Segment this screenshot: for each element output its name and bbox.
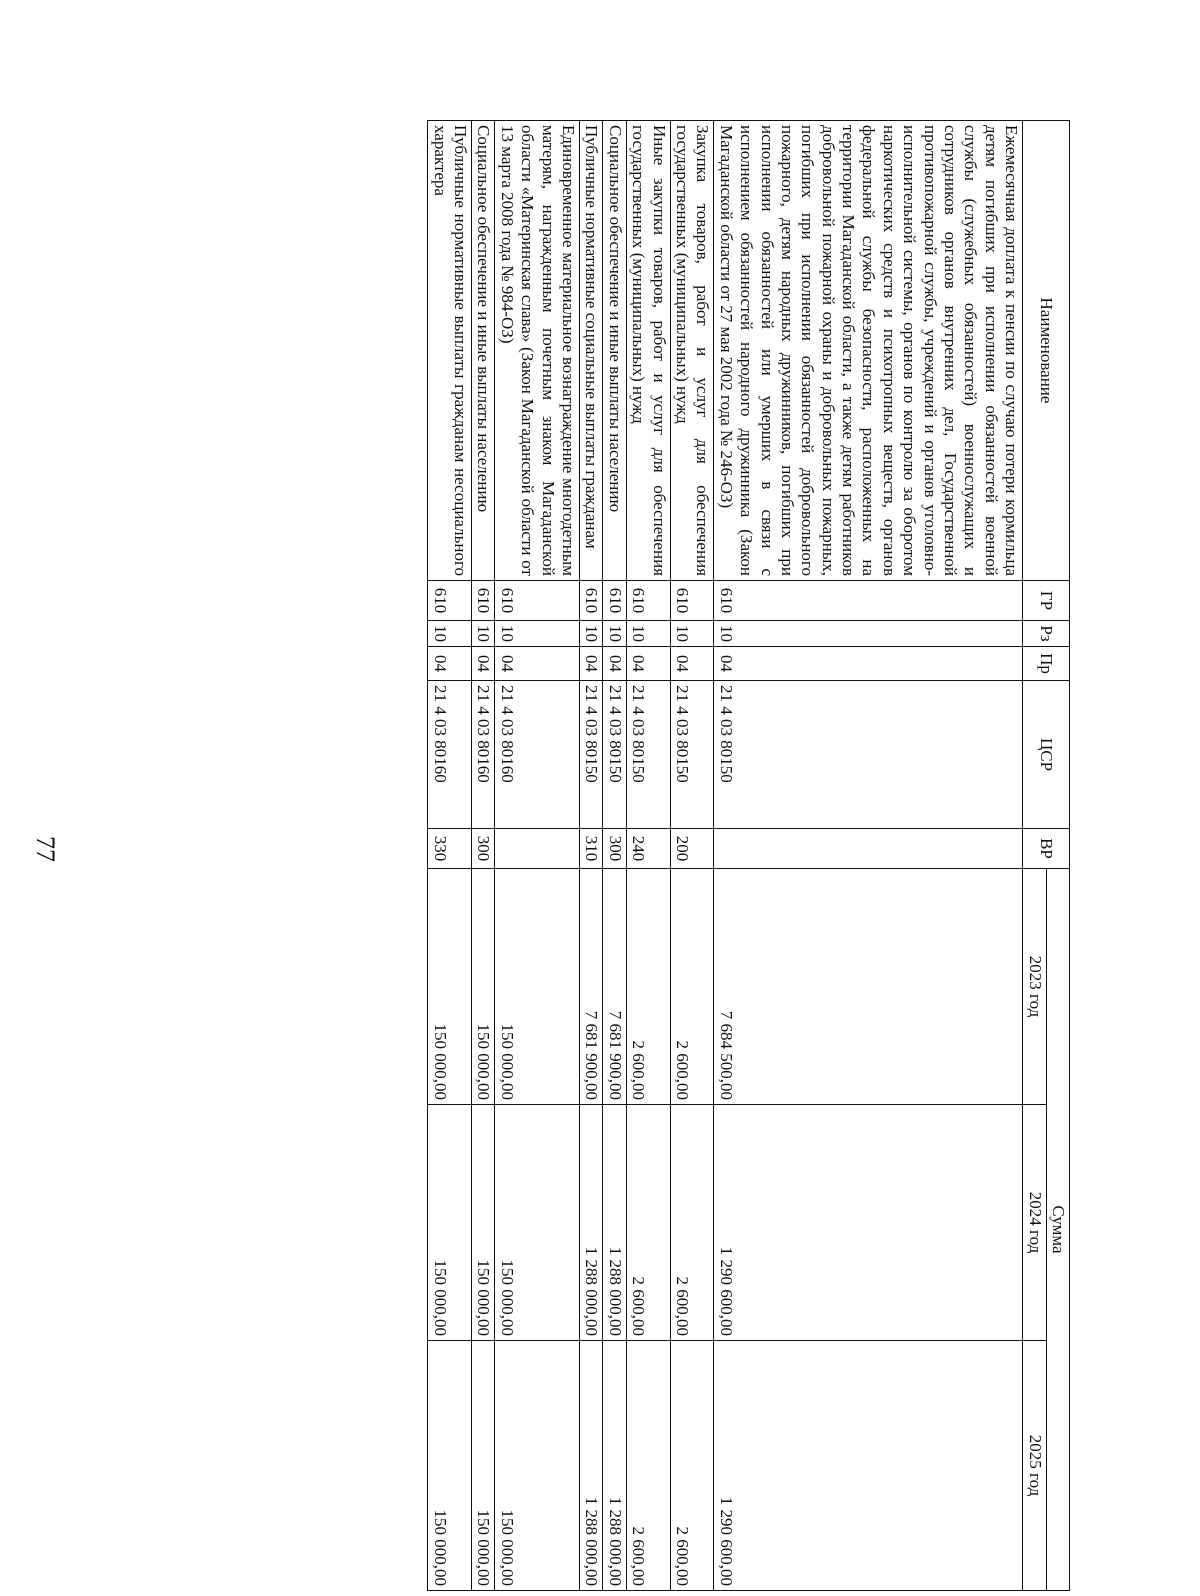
row-2025: 1 288 000,00 — [580, 1341, 603, 1591]
row-gr: 610 — [472, 581, 495, 621]
table-row — [472, 121, 495, 1591]
header-sum: Сумма — [1046, 869, 1069, 1591]
table-row — [580, 121, 603, 1591]
header-2023: 2023 год — [1023, 869, 1046, 1105]
row-2024: 1 288 000,00 — [603, 1105, 626, 1341]
row-gr: 610 — [626, 581, 670, 621]
row-name: Публичные нормативные социальные выплаты гражданам — [580, 121, 603, 581]
header-2024: 2024 год — [1023, 1105, 1046, 1341]
row-name: Социальное обеспечение и иные выплаты населению — [603, 121, 626, 581]
row-2023: 150 000,00 — [472, 869, 495, 1105]
row-vr: 300 — [603, 829, 626, 869]
row-csr: 21 4 03 80160 — [428, 681, 472, 829]
row-csr: 21 4 03 80160 — [472, 681, 495, 829]
row-pr: 04 — [495, 647, 580, 681]
table-row — [626, 121, 670, 1591]
row-name: Социальное обеспечение и иные выплаты населению — [472, 121, 495, 581]
row-gr: 610 — [603, 581, 626, 621]
row-name: Закупка товаров, работ и услуг для обеспечения государственных (муниципальных) нужд — [670, 121, 714, 581]
row-csr: 21 4 03 80150 — [580, 681, 603, 829]
row-2025: 1 290 600,00 — [714, 1341, 1023, 1591]
row-2023: 2 600,00 — [626, 869, 670, 1105]
row-2025: 150 000,00 — [472, 1341, 495, 1591]
table-row — [428, 121, 472, 1591]
row-2024: 1 290 600,00 — [714, 1105, 1023, 1341]
row-2025: 150 000,00 — [495, 1341, 580, 1591]
row-2024: 150 000,00 — [472, 1105, 495, 1341]
header-rz: Рз — [1023, 621, 1070, 647]
row-2023: 2 600,00 — [670, 869, 714, 1105]
row-pr: 04 — [670, 647, 714, 681]
budget-table — [427, 120, 1070, 1591]
row-rz: 10 — [428, 621, 472, 647]
row-name: Ежемесячная доплата к пенсии по случаю потери кормильца детям погибших при исполнении обязанностей военной службы (служебных обязанностей) военнослужащих и сотрудников органов внутренних дел, Государственной противопожарной службы, учреждений и органов уголовно-исполнительной системы, органов по контролю за оборотом наркотических средств и психотропных веществ, органов федеральной службы безопасности, расположенных на территории Магаданской области, а также детям работников добровольной пожарной охраны и добровольных пожарных, погибших при исполнении обязанностей добровольного пожарного, детям народных дружинников, погибших при исполнении обязанностей или умерших в связи с исполнением обязанностей народного дружинника (Закон Магаданской области от 27 мая 2002 года № 246-ОЗ) — [714, 121, 1023, 581]
row-gr: 610 — [714, 581, 1023, 621]
row-2023: 150 000,00 — [428, 869, 472, 1105]
row-rz: 10 — [626, 621, 670, 647]
table-row — [714, 121, 1023, 1591]
table-row — [670, 121, 714, 1591]
row-rz: 10 — [580, 621, 603, 647]
row-rz: 10 — [603, 621, 626, 647]
row-pr: 04 — [714, 647, 1023, 681]
table-row — [603, 121, 626, 1591]
row-pr: 04 — [626, 647, 670, 681]
row-gr: 610 — [428, 581, 472, 621]
row-vr: 200 — [670, 829, 714, 869]
row-vr: 310 — [580, 829, 603, 869]
row-rz: 10 — [714, 621, 1023, 647]
header-gr: ГР — [1023, 581, 1070, 621]
row-gr: 610 — [670, 581, 714, 621]
row-vr: 330 — [428, 829, 472, 869]
header-row-1 — [1046, 121, 1069, 1591]
row-rz: 10 — [495, 621, 580, 647]
row-gr: 610 — [495, 581, 580, 621]
row-vr — [495, 829, 580, 869]
row-2023: 150 000,00 — [495, 869, 580, 1105]
header-csr: ЦСР — [1023, 681, 1070, 829]
row-vr: 240 — [626, 829, 670, 869]
row-2023: 7 684 500,00 — [714, 869, 1023, 1105]
row-pr: 04 — [428, 647, 472, 681]
row-pr: 04 — [603, 647, 626, 681]
page-number: 77 — [31, 836, 60, 862]
row-pr: 04 — [580, 647, 603, 681]
row-rz: 10 — [670, 621, 714, 647]
row-csr: 21 4 03 80150 — [626, 681, 670, 829]
row-rz: 10 — [472, 621, 495, 647]
header-vr: ВР — [1023, 829, 1070, 869]
row-vr — [714, 829, 1023, 869]
row-2024: 2 600,00 — [626, 1105, 670, 1341]
row-2025: 1 288 000,00 — [603, 1341, 626, 1591]
row-2025: 2 600,00 — [626, 1341, 670, 1591]
row-gr: 610 — [580, 581, 603, 621]
row-name: Единовременное материальное вознаграждение многодетным матерям, награжденным почетным знаком Магаданской области «Материнская слава» (Закон Магаданской области от 13 марта 2008 года № 984-ОЗ) — [495, 121, 580, 581]
row-csr: 21 4 03 80150 — [603, 681, 626, 829]
row-2024: 150 000,00 — [428, 1105, 472, 1341]
rotated-table-container — [170, 120, 1070, 1590]
row-2023: 7 681 900,00 — [603, 869, 626, 1105]
row-2024: 2 600,00 — [670, 1105, 714, 1341]
row-2023: 7 681 900,00 — [580, 869, 603, 1105]
row-2024: 1 288 000,00 — [580, 1105, 603, 1341]
row-name: Иные закупки товаров, работ и услуг для обеспечения государственных (муниципальных) нужд — [626, 121, 670, 581]
row-pr: 04 — [472, 647, 495, 681]
row-2025: 150 000,00 — [428, 1341, 472, 1591]
row-csr: 21 4 03 80160 — [495, 681, 580, 829]
row-2025: 2 600,00 — [670, 1341, 714, 1591]
row-csr: 21 4 03 80150 — [670, 681, 714, 829]
header-name: Наименование — [1023, 121, 1070, 581]
table-row — [495, 121, 580, 1591]
row-name: Публичные нормативные выплаты гражданам несоциального характера — [428, 121, 472, 581]
header-2025: 2025 год — [1023, 1341, 1046, 1591]
row-2024: 150 000,00 — [495, 1105, 580, 1341]
header-pr: Пр — [1023, 647, 1070, 681]
row-csr: 21 4 03 80150 — [714, 681, 1023, 829]
row-vr: 300 — [472, 829, 495, 869]
